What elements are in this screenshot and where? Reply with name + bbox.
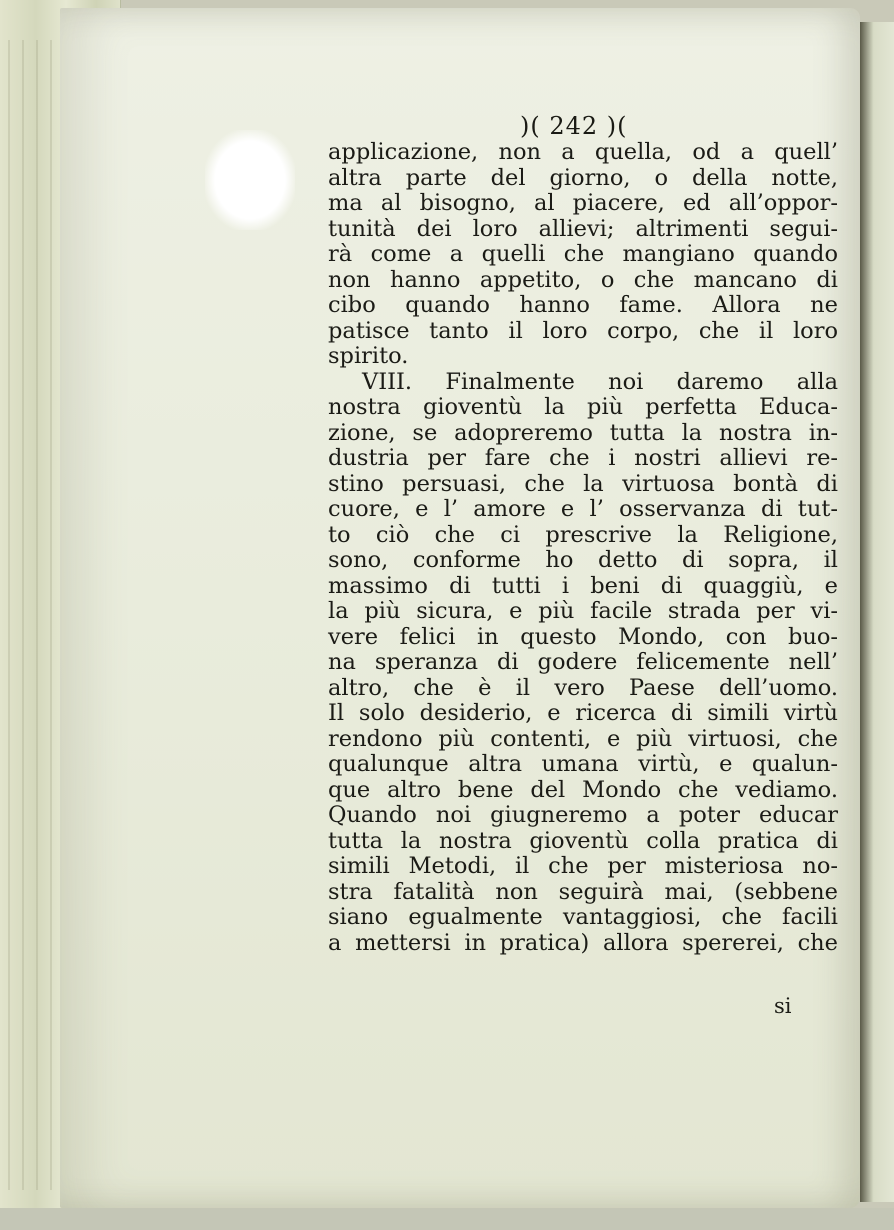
text-line: patisce tanto il loro corpo, che il loro — [328, 317, 838, 344]
page-number: )( 242 )( — [520, 112, 628, 140]
text-line: non hanno appetito, o che mancano di — [328, 266, 838, 293]
text-line: na speranza di godere felicemente nell’ — [328, 649, 838, 675]
text-line: Il solo desiderio, e ricerca di simili virtù — [328, 700, 838, 726]
text-line: Quando noi giugneremo a poter educar — [328, 802, 838, 828]
text-line: ma al bisogno, al piacere, ed all’oppor- — [328, 190, 838, 216]
body-text — [328, 140, 838, 956]
text-line: siano egualmente vantaggiosi, che facili — [328, 904, 838, 930]
text-line: que altro bene del Mondo che vediamo. — [328, 776, 838, 803]
text-line: altra parte del giorno, o della notte, — [328, 164, 838, 191]
facing-page-edge — [860, 22, 894, 1202]
text-line: rà come a quelli che mangiano quando — [328, 241, 838, 267]
text-line: massimo di tutti i beni di quaggiù, e — [328, 572, 838, 599]
text-line: qualunque altra umana virtù, e qualun- — [328, 751, 838, 777]
text-line: a mettersi in pratica) allora spererei, che — [328, 929, 838, 956]
text-line: simili Metodi, il che per misteriosa no- — [328, 853, 838, 879]
paper-stain — [205, 130, 295, 230]
text-line: dustria per fare che i nostri allievi re- — [328, 445, 838, 471]
text-line: vere felici in questo Mondo, con buo- — [328, 623, 838, 650]
text-line: stra fatalità non seguirà mai, (sebbene — [328, 878, 838, 905]
text-line: applicazione, non a quella, od a quell’ — [328, 139, 838, 165]
text-line: sono, conforme ho detto di sopra, il — [328, 547, 838, 573]
bottom-margin — [0, 1208, 894, 1230]
catchword: si — [774, 994, 792, 1018]
section-heading-line: VIII. Finalmente noi daremo alla — [362, 368, 838, 395]
text-line: spirito. — [328, 343, 409, 369]
text-line: tunità dei loro allievi; altrimenti segui- — [328, 215, 838, 242]
text-line: la più sicura, e più facile strada per vi- — [328, 598, 838, 624]
text-line: to ciò che ci prescrive la Religione, — [328, 521, 838, 548]
text-line: altro, che è il vero Paese dell’uomo. — [328, 674, 838, 701]
text-line: cibo quando hanno fame. Allora ne — [328, 292, 838, 318]
text-line: tutta la nostra gioventù colla pratica di — [328, 827, 838, 854]
text-line: stino persuasi, che la virtuosa bontà di — [328, 470, 838, 497]
text-line: rendono più contenti, e più virtuosi, che — [328, 725, 838, 752]
text-line: zione, se adopreremo tutta la nostra in- — [328, 419, 838, 446]
text-line: cuore, e l’ amore e l’ osservanza di tut- — [328, 496, 838, 522]
text-line: nostra gioventù la più perfetta Educa- — [328, 394, 838, 420]
